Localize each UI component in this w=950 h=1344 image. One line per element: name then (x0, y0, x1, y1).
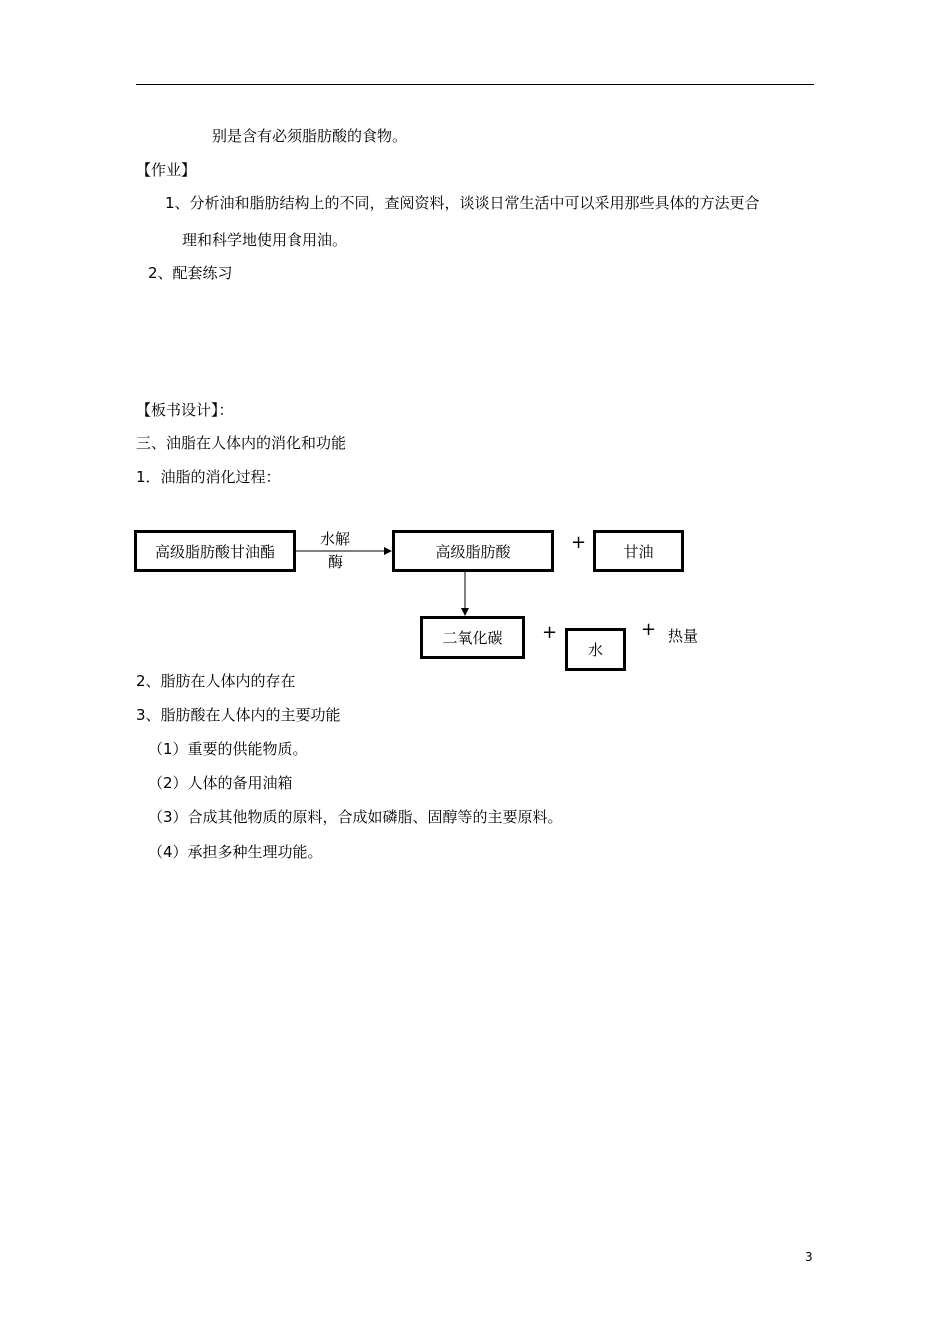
function-item-2: （2）人体的备用油箱 (148, 774, 293, 792)
plus-sign-1: + (571, 532, 587, 553)
continuation-text: 别是含有必须脂肪酸的食物。 (212, 127, 408, 145)
fatty-acid-function-title: 3、脂肪酸在人体内的主要功能 (136, 706, 341, 724)
box-co2: 二氧化碳 (420, 616, 525, 659)
heat-label: 热量 (668, 627, 699, 645)
section-3-title: 三、油脂在人体内的消化和功能 (136, 434, 347, 452)
plus-sign-3: + (641, 619, 657, 640)
function-item-3: （3）合成其他物质的原料，合成如磷脂、固醇等的主要原料。 (148, 808, 563, 826)
box-glycerol: 甘油 (593, 530, 684, 572)
board-heading: 【板书设计】： (136, 401, 234, 419)
fat-existence-title: 2、脂肪在人体内的存在 (136, 672, 296, 690)
arrow-label-hydrolysis: 水解 (320, 530, 351, 548)
box-glyceride: 高级脂肪酸甘油酯 (134, 530, 296, 572)
arrow-label-enzyme: 酶 (328, 553, 344, 571)
function-item-1: （1）重要的供能物质。 (148, 740, 308, 758)
homework-heading: 【作业】 (136, 161, 197, 179)
homework-item-1: 1、分析油和脂肪结构上的不同，查阅资料，谈谈日常生活中可以采用那些具体的方法更合 (165, 194, 760, 212)
function-item-4: （4）承担多种生理功能。 (148, 843, 323, 861)
box-water: 水 (565, 628, 626, 671)
homework-item-2: 2、配套练习 (148, 264, 233, 282)
plus-sign-2: + (542, 622, 558, 643)
box-fatty-acid: 高级脂肪酸 (392, 530, 554, 572)
homework-item-1-cont: 理和科学地使用食用油。 (182, 231, 348, 249)
page-number: 3 (805, 1250, 813, 1264)
digestion-subtitle: 1．油脂的消化过程： (136, 468, 281, 486)
